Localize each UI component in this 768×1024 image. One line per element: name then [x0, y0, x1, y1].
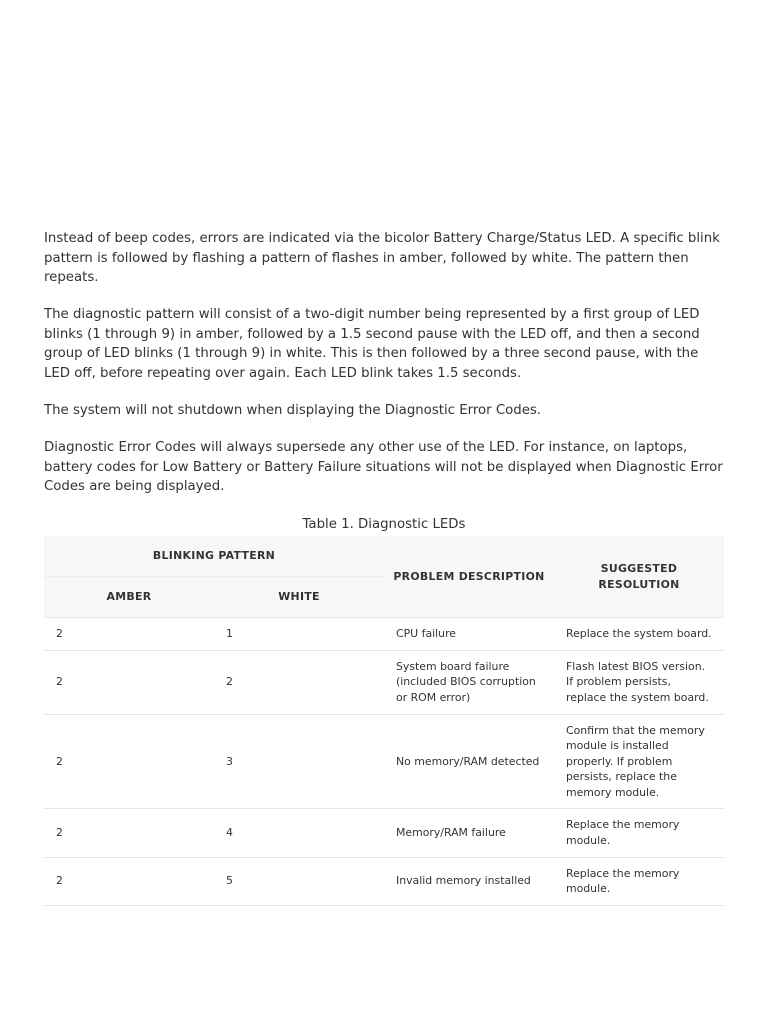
- supersede-paragraph: Diagnostic Error Codes will always supersede any other use of the LED. For instance, on laptops, battery codes for Low Battery or Battery Failure situations will not be displayed when Diagnostic Error Codes are being displayed.: [44, 440, 723, 495]
- resolution-cell: Flash latest BIOS version. If problem persists, replace the system board.: [554, 650, 724, 714]
- table-caption: Table 1. Diagnostic LEDs: [302, 516, 466, 532]
- pattern-paragraph: The diagnostic pattern will consist of a two-digit number being represented by a first group of LED blinks (1 through 9) in amber, followed by a 1.5 second pause with the LED off, and then a second group of LED blinks (1 through 9) in white. This is then followed by a three second pause, with the LED off, before repeating over again. Each LED blink takes 1.5 seconds.: [44, 307, 700, 382]
- table-header: [44, 536, 724, 618]
- amber-cell: 2: [44, 650, 214, 714]
- white-cell: 1: [214, 618, 384, 651]
- suggested-resolution-header: [554, 536, 724, 618]
- table-body: [44, 618, 724, 906]
- problem-cell: Memory/RAM failure: [384, 809, 554, 857]
- white-cell: 4: [214, 809, 384, 857]
- document-content: [44, 229, 724, 906]
- blinking-pattern-header: BLINKING PATTERN: [44, 536, 384, 577]
- intro-paragraph: Instead of beep codes, errors are indicated via the bicolor Battery Charge/Status LED. A specific blink pattern is followed by flashing a pattern of flashes in amber, followed by white. The pattern then repeats.: [44, 231, 720, 286]
- shutdown-paragraph: The system will not shutdown when displaying the Diagnostic Error Codes.: [44, 403, 542, 419]
- white-cell: 5: [214, 857, 384, 905]
- suggested-resolution-label: SUGGESTED RESOLUTION: [598, 562, 680, 591]
- table-row: [44, 650, 724, 714]
- problem-cell: No memory/RAM detected: [384, 714, 554, 809]
- white-cell: 2: [214, 650, 384, 714]
- problem-description-header: PROBLEM DESCRIPTION: [384, 536, 554, 618]
- problem-cell: System board failure (included BIOS corruption or ROM error): [384, 650, 554, 714]
- amber-cell: 2: [44, 809, 214, 857]
- table-row: [44, 714, 724, 809]
- amber-cell: 2: [44, 714, 214, 809]
- diagnostic-leds-table: [44, 536, 724, 906]
- resolution-cell: Replace the memory module.: [554, 857, 724, 905]
- table-row: [44, 809, 724, 857]
- table-row: [44, 857, 724, 905]
- amber-cell: 2: [44, 857, 214, 905]
- amber-header: AMBER: [44, 577, 214, 618]
- resolution-cell: Confirm that the memory module is installed properly. If problem persists, replace the memory module.: [554, 714, 724, 809]
- problem-cell: CPU failure: [384, 618, 554, 651]
- problem-cell: Invalid memory installed: [384, 857, 554, 905]
- resolution-cell: Replace the memory module.: [554, 809, 724, 857]
- white-cell: 3: [214, 714, 384, 809]
- table-row: [44, 618, 724, 651]
- resolution-cell: Replace the system board.: [554, 618, 724, 651]
- amber-cell: 2: [44, 618, 214, 651]
- white-header: WHITE: [214, 577, 384, 618]
